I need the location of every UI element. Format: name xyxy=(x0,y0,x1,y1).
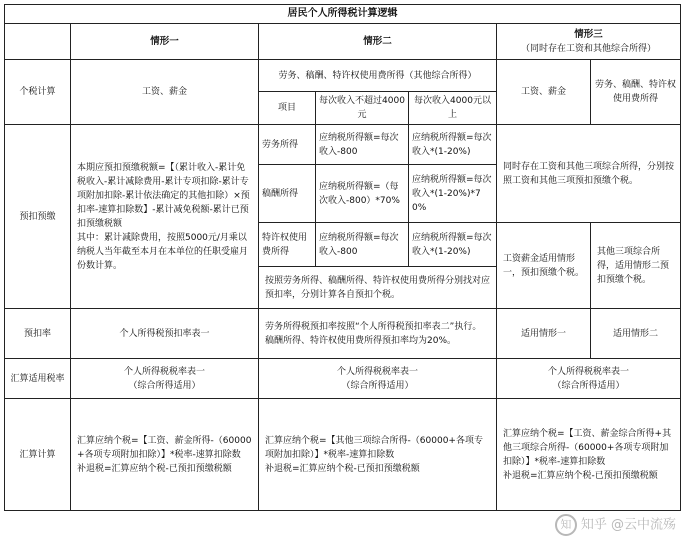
row-label-annual-calc: 汇算计算 xyxy=(5,399,71,511)
header-blank xyxy=(5,24,71,60)
annual-rate-case2 xyxy=(259,359,497,399)
annual-rate-case3-a: 个人所得税税率表一 xyxy=(548,366,630,377)
annual-calc-case3-a: 汇算应纳个税=【工资、薪金综合所得+其他三项综合所得-（60000+各项专项附加扣除）】*税率-速算扣除数 xyxy=(503,428,672,467)
rate-case2-line1: 劳务所得税预扣率按照“个人所得税预扣率表二”执行。 xyxy=(265,321,482,332)
row-label-rate: 预扣率 xyxy=(5,309,71,359)
watermark-text: 知乎 @云中流殇 xyxy=(580,517,676,533)
zhihu-logo-icon: 知 xyxy=(555,514,577,536)
rate-case1: 个人所得税预扣率表一 xyxy=(71,309,259,359)
laowu-formula-a: 应纳税所得额=每次收入-800 xyxy=(316,125,409,165)
tax-calc-gt4000: 每次收入4000元以上 xyxy=(409,92,497,125)
annual-rate-case3 xyxy=(497,359,681,399)
annual-rate-case2-a: 个人所得税税率表一 xyxy=(336,366,418,377)
withholding-case1-note: 其中：累计减除费用，按照5000元/月乘以纳税人当年截至本月在本单位的任职受雇月份数计算。 xyxy=(77,232,249,271)
tax-calc-case3-other: 劳务、稿酬、特许权使用费所得 xyxy=(591,60,681,125)
texu-formula-b: 应纳税所得额=每次收入*(1-20%) xyxy=(409,223,497,267)
annual-rate-case1-a: 个人所得税税率表一 xyxy=(123,366,205,377)
row-label-annual-rate: 汇算适用税率 xyxy=(5,359,71,399)
annual-calc-case2 xyxy=(259,399,497,511)
withholding-case2-note: 按照劳务所得、稿酬所得、特许权使用费所得分别找对应预扣率，分别计算各自预扣个税。 xyxy=(259,267,497,309)
header-case-3 xyxy=(497,24,681,60)
annual-calc-case1 xyxy=(71,399,259,511)
annual-calc-case3-b: 补退税=汇算应纳个税-已预扣预缴税额 xyxy=(503,470,658,481)
withholding-case1 xyxy=(71,125,259,309)
withholding-case3-top: 同时存在工资和其他三项综合所得，分别按照工资和其他三项预扣预缴个税。 xyxy=(497,125,681,223)
tax-calc-case2-top: 劳务、稿酬、特许权使用费所得（其他综合所得） xyxy=(259,60,497,92)
texu-formula-a: 应纳税所得额=每次收入-800 xyxy=(316,223,409,267)
laowu-label: 劳务所得 xyxy=(259,125,316,165)
annual-calc-case1-b: 补退税=汇算应纳个税-已预扣预缴税额 xyxy=(77,463,232,474)
rate-case3-other: 适用情形二 xyxy=(591,309,681,359)
table-title: 居民个人所得税计算逻辑 xyxy=(5,5,681,24)
tax-calc-item: 项目 xyxy=(259,92,316,125)
tax-calc-case3-wage: 工资、薪金 xyxy=(497,60,591,125)
annual-rate-case1-b: （综合所得适用） xyxy=(128,380,201,391)
annual-calc-case2-b: 补退税=汇算应纳个税-已预扣预缴税额 xyxy=(265,463,420,474)
annual-calc-case1-a: 汇算应纳个税=【工资、薪金所得-（60000+各项专项附加扣除）】*税率-速算扣除数 xyxy=(77,435,252,460)
rate-case2 xyxy=(259,309,497,359)
texu-label: 特许权使用费所得 xyxy=(259,223,316,267)
rate-case2-line2: 稿酬所得、特许权使用费所得预扣率均为20%。 xyxy=(265,335,457,346)
annual-calc-case2-a: 汇算应纳个税=【其他三项综合所得-（60000+各项专项附加扣除）】*税率-速算扣除数 xyxy=(265,435,483,460)
row-label-withholding: 预扣预缴 xyxy=(5,125,71,309)
rate-case3-wage: 适用情形一 xyxy=(497,309,591,359)
annual-calc-case3 xyxy=(497,399,681,511)
gaochou-label: 稿酬所得 xyxy=(259,165,316,223)
withholding-case3-wage: 工资薪金适用情形一，预扣预缴个税。 xyxy=(497,223,591,309)
annual-rate-case2-b: （综合所得适用） xyxy=(341,380,414,391)
tax-calc-le4000: 每次收入不超过4000元 xyxy=(316,92,409,125)
annual-rate-case1 xyxy=(71,359,259,399)
gaochou-formula-b: 应纳税所得额=每次收入*(1-20%)*70% xyxy=(409,165,497,223)
header-case-3-title: 情形三 xyxy=(574,28,603,40)
header-case-1: 情形一 xyxy=(71,24,259,60)
header-case-2: 情形二 xyxy=(259,24,497,60)
withholding-case3-other: 其他三项综合所得，适用情形二预扣预缴个税。 xyxy=(591,223,681,309)
tax-logic-table xyxy=(4,4,681,511)
withholding-case1-formula: 本期应预扣预缴税额=【（累计收入-累计免税收入-累计减除费用-累计专项扣除-累计专项附加扣除-累计依法确定的其他扣除）×预扣率-速算扣除数】-累计减免税额-累计已预扣预缴税额 xyxy=(77,162,250,229)
annual-rate-case3-b: （综合所得适用） xyxy=(552,380,625,391)
gaochou-formula-a: 应纳税所得额=（每次收入-800）*70% xyxy=(316,165,409,223)
row-label-tax-calc: 个税计算 xyxy=(5,60,71,125)
watermark xyxy=(555,514,676,536)
header-case-3-sub: （同时存在工资和其他综合所得） xyxy=(521,43,657,54)
tax-calc-case1: 工资、薪金 xyxy=(71,60,259,125)
laowu-formula-b: 应纳税所得额=每次收入*(1-20%) xyxy=(409,125,497,165)
